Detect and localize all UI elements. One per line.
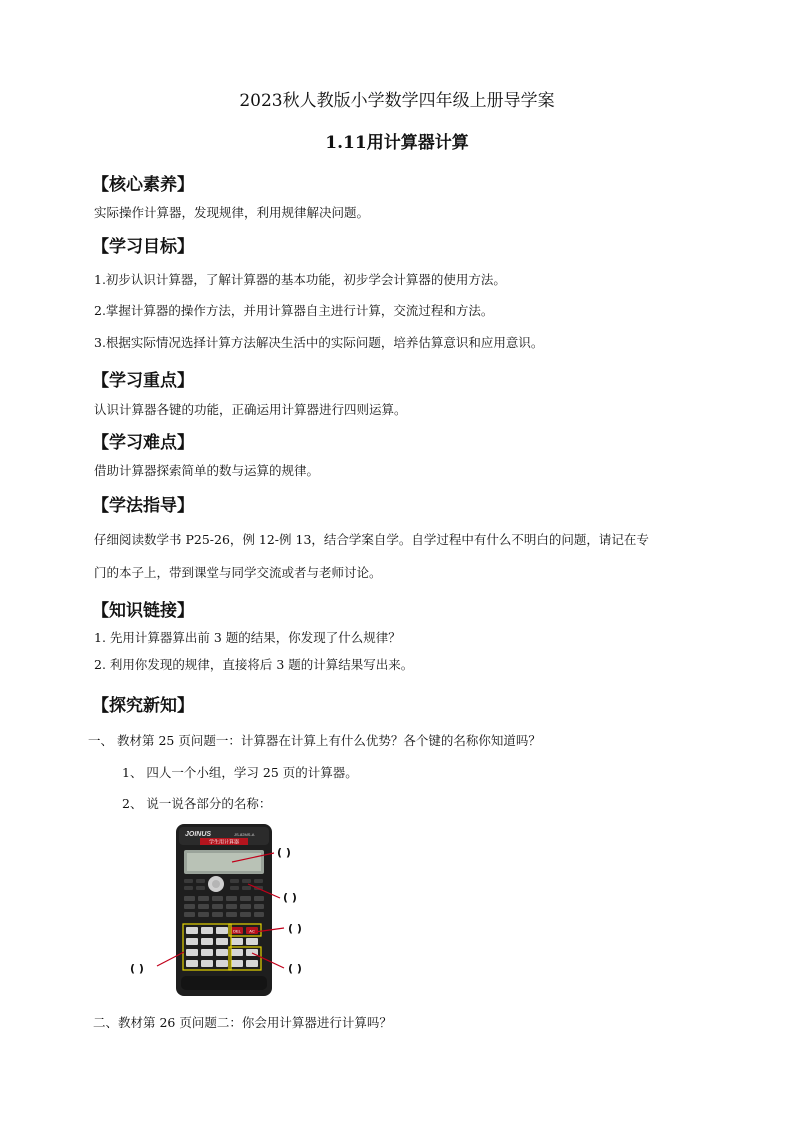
page-title: 2023秋人教版小学数学四年级上册导学案 (239, 91, 555, 111)
calculator-image (176, 824, 272, 996)
link-item: 1. 先用计算器算出前 3 题的结果，你发现了什么规律？ (94, 630, 401, 645)
section-heading-difficulty: 【学习难点】 (92, 433, 194, 453)
goal-item: 3.根据实际情况选择计算方法解决生活中的实际问题，培养估算意识和应用意识。 (94, 335, 544, 350)
callout-blank: ( ) (283, 891, 297, 904)
explore-question-2: 二、教材第 26 页问题二：你会用计算器进行计算吗？ (93, 1015, 392, 1030)
difficulty-text: 借助计算器探索简单的数与运算的规律。 (94, 463, 320, 478)
calculator-label: 学生用计算器 (208, 839, 240, 846)
section-heading-explore: 【探究新知】 (92, 696, 194, 716)
goal-item: 2.掌握计算器的操作方法，并用计算器自主进行计算，交流过程和方法。 (94, 303, 494, 318)
method-text-line2: 门的本子上，带到课堂与同学交流或者与老师讨论。 (94, 565, 382, 580)
calculator-model: JS-82MS-A (234, 832, 255, 837)
section-heading-method: 【学法指导】 (92, 496, 194, 516)
callout-blank: ( ) (288, 922, 302, 935)
callout-blank: ( ) (277, 846, 291, 859)
page-subtitle: 1.11用计算器计算 (325, 133, 469, 153)
focus-text: 认识计算器各键的功能，正确运用计算器进行四则运算。 (94, 402, 407, 417)
section-heading-core: 【核心素养】 (92, 175, 194, 195)
callout-blank: ( ) (288, 962, 302, 975)
explore-subitem: 2、 说一说各部分的名称： (122, 796, 272, 811)
goal-item: 1.初步认识计算器，了解计算器的基本功能，初步学会计算器的使用方法。 (94, 272, 506, 287)
callout-blank: ( ) (130, 962, 144, 975)
core-text: 实际操作计算器，发现规律，利用规律解决问题。 (94, 205, 370, 220)
section-heading-links: 【知识链接】 (92, 601, 194, 621)
calculator-brand: JOINUS (185, 831, 212, 838)
section-heading-goals: 【学习目标】 (92, 237, 194, 257)
del-key: DEL (233, 928, 241, 934)
link-item: 2. 利用你发现的规律，直接将后 3 题的计算结果写出来。 (94, 657, 414, 672)
section-heading-focus: 【学习重点】 (92, 371, 194, 391)
explore-subitem: 1、 四人一个小组，学习 25 页的计算器。 (122, 765, 358, 780)
method-text-line1: 仔细阅读数学书 P25-26，例 12-例 13，结合学案自学。自学过程中有什么不明白的问题，请记在专 (94, 532, 649, 547)
ac-key: AC (249, 928, 255, 934)
explore-question-1: 一、 教材第 25 页问题一：计算器在计算上有什么优势？各个键的名称你知道吗？ (88, 733, 541, 748)
